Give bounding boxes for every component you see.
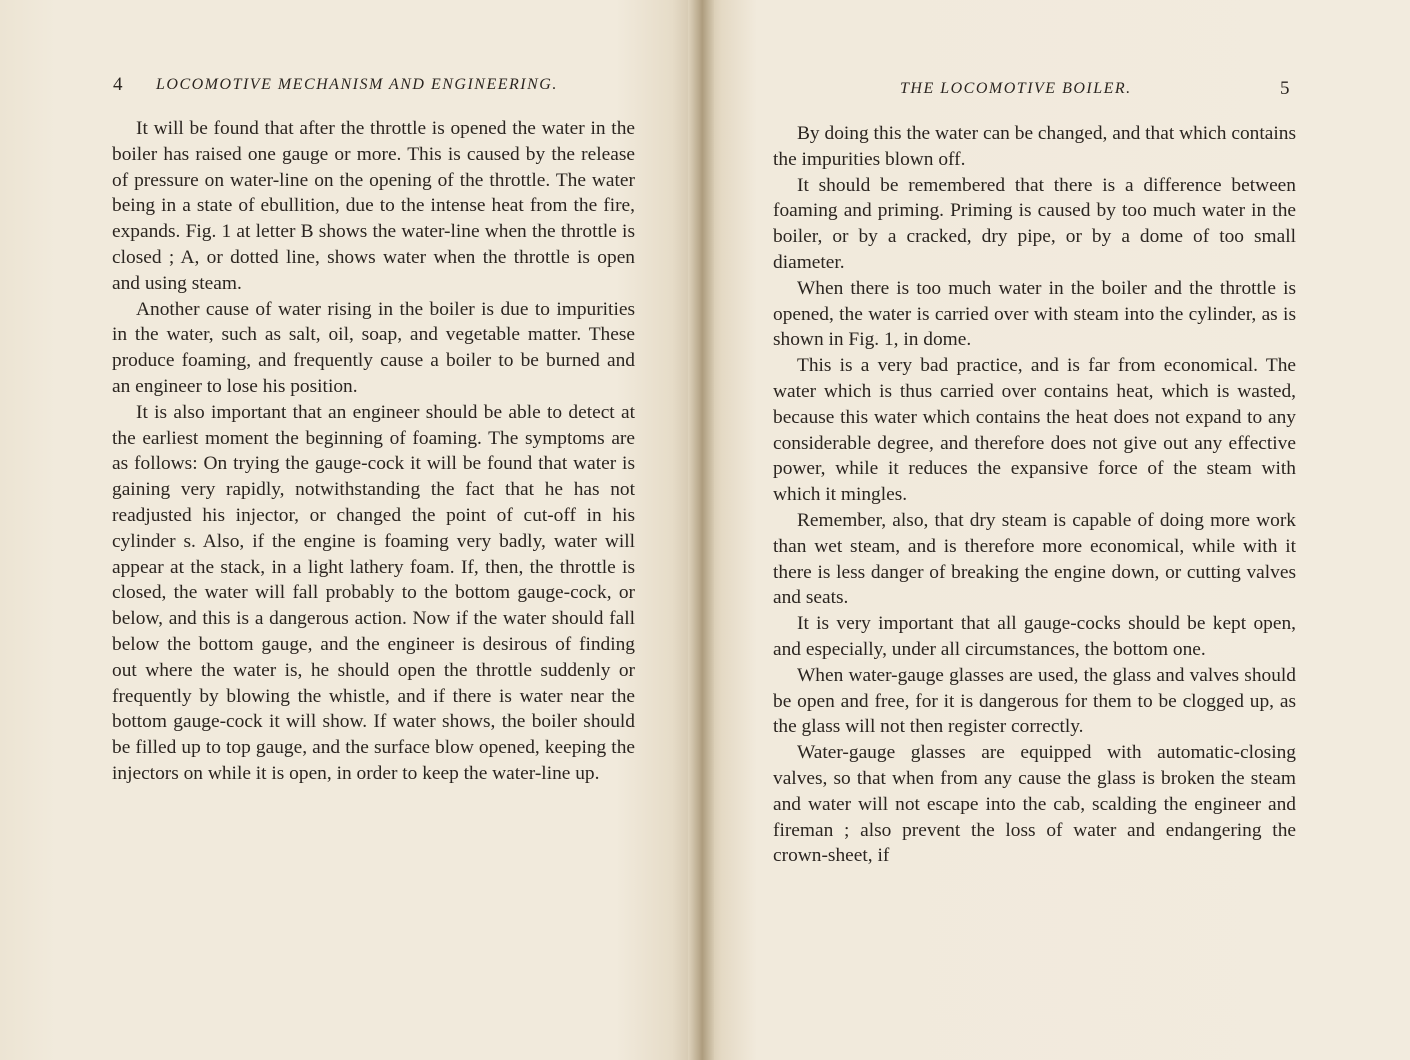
book-gutter: [688, 0, 714, 1060]
left-page: [0, 0, 700, 1060]
paragraph: It is very important that all gauge-cocks should be kept open, and especially, under all circumstances, the bottom one.: [773, 613, 1296, 660]
paragraph: It is also important that an engineer should be able to detect at the earliest moment the beginning of foaming. The symptoms are as follows: On trying the gauge-cock it will be found that water is gaining very rapidly, notwithstanding the fact that he has not readjusted his injector, or changed the point of cut-off in his cylinder s. Also, if the engine is foaming very badly, water will appear at the stack, in a light lathery foam. If, then, the throttle is closed, the water will fall probably to the bottom gauge-cock, or below, and this is a dangerous action. Now if the water should fall below the bottom gauge, and the engineer is desirous of finding out where the water is, he should open the throttle suddenly or frequently by blowing the whistle, and if there is water near the bottom gauge-cock it will show. If water shows, the boiler should be filled up to top gauge, and the surface blow opened, keeping the injectors on while it is open, in order to keep the water-line up.: [112, 401, 635, 784]
page-number: 5: [1280, 78, 1290, 99]
paragraph: This is a very bad practice, and is far from economical. The water which is thus carried over contains heat, which is wasted, because this water which contains the heat does not expand to any considerable degree, and therefore does not give out any effective power, while it reduces the expansive force of the steam with which it mingles.: [773, 355, 1296, 506]
running-head: LOCOMOTIVE MECHANISM AND ENGINEERING.: [156, 76, 558, 93]
paragraph: It should be remembered that there is a difference between foaming and priming. Priming is caused by too much water in the boiler, or by a cracked, dry pipe, or by a dome of too small diameter.: [773, 174, 1296, 273]
paragraph: Another cause of water rising in the boiler is due to impurities in the water, such as salt, oil, soap, and vegetable matter. These produce foaming, and frequently cause a boiler to be burned and an engineer to lose his position.: [112, 298, 635, 397]
body-text: [112, 116, 635, 787]
page-number: 4: [113, 74, 123, 95]
right-page: [700, 0, 1410, 1060]
paragraph: When there is too much water in the boiler and the throttle is opened, the water is carried over with steam into the cylinder, as is shown in Fig. 1, in dome.: [773, 277, 1296, 351]
paragraph: It will be found that after the throttle is opened the water in the boiler has raised one gauge or more. This is caused by the release of pressure on water-line on the opening of the throttle. The water being in a state of ebullition, due to the intense heat from the fire, expands. Fig. 1 at letter B shows the water-line when the throttle is closed ; A, or dotted line, shows water when the throttle is open and using steam.: [112, 118, 635, 294]
paragraph: Water-gauge glasses are equipped with automatic-closing valves, so that when from any cause the glass is broken the steam and water will not escape into the cab, scalding the engineer and fireman ; also prevent the loss of water and endangering the crown-sheet, if: [773, 742, 1296, 867]
paragraph: When water-gauge glasses are used, the glass and valves should be open and free, for it is dangerous for them to be clogged up, as the glass will not then register correctly.: [773, 664, 1296, 738]
body-text: [773, 121, 1296, 869]
paragraph: By doing this the water can be changed, and that which contains the impurities blown off.: [773, 123, 1296, 170]
paragraph: Remember, also, that dry steam is capable of doing more work than wet steam, and is therefore more economical, while with it there is less danger of breaking the engine down, or cutting valves and seats.: [773, 509, 1296, 609]
running-head: THE LOCOMOTIVE BOILER.: [900, 80, 1132, 97]
